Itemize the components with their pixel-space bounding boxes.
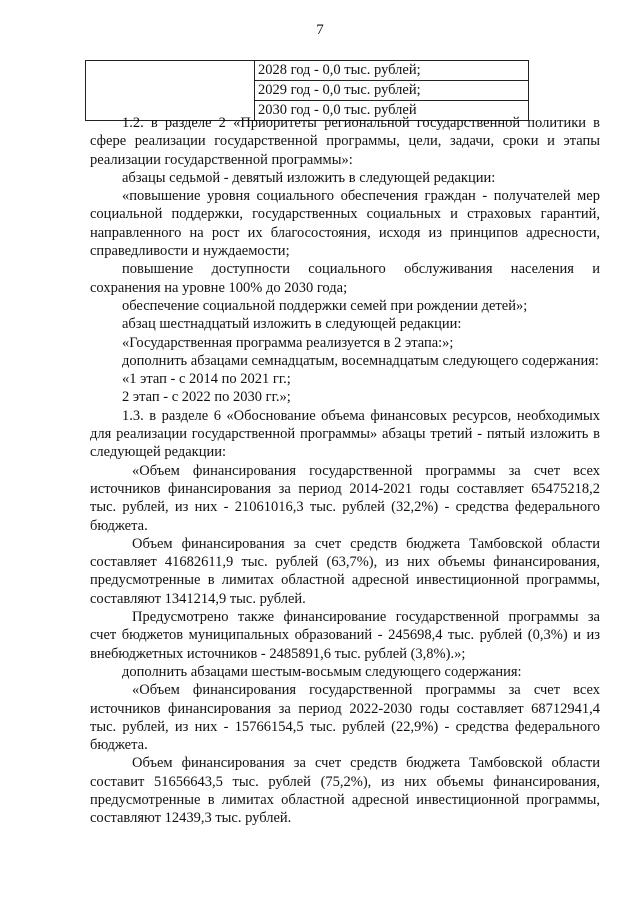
paragraph: «Объем финансирования государственной программы за счет всех источников финансирования за период 2014-2021 годы составляет 65475218,2 тыс. рублей, из них - 21061016,3 тыс. рублей (32,2%) - средства федерального бюджета. xyxy=(90,462,600,534)
paragraph: Предусмотрено также финансирование государственной программы за счет бюджетов муниципальных образований - 245698,4 тыс. рублей (0,3%) и из внебюджетных источников - 2485891,6 тыс. рублей (3,8%).»; xyxy=(90,609,600,662)
table-cell: 2030 год - 0,0 тыс. рублей xyxy=(255,101,529,121)
paragraph: 1.3. в разделе 6 «Обоснование объема финансовых ресурсов, необходимых для реализации государственной программы» абзацы третий - пятый изложить в следующей редакции: xyxy=(90,407,600,461)
paragraph: обеспечение социальной поддержки семей при рождении детей»; xyxy=(122,297,528,314)
paragraph: повышение доступности социального обслуживания населения и сохранения на уровне 100% до 2030 года; xyxy=(90,261,600,296)
paragraph: 2 этап - с 2022 по 2030 гг.»; xyxy=(122,389,291,406)
paragraph: дополнить абзацами шестым-восьмым следующего содержания: xyxy=(122,663,522,680)
paragraph: 1.2. в разделе 2 «Приоритеты региональной государственной политики в сфере реализации государственной программы, цели, задачи, сроки и этапы реализации государственной программы»: xyxy=(90,115,600,168)
paragraph: «1 этап - с 2014 по 2021 гг.; xyxy=(122,371,291,388)
table-row xyxy=(86,61,529,81)
paragraph: «Государственная программа реализуется в 2 этапа:»; xyxy=(122,334,454,351)
document-body xyxy=(90,114,600,828)
table-cell: 2029 год - 0,0 тыс. рублей; xyxy=(255,81,529,101)
page-number: 7 xyxy=(316,22,324,38)
paragraph: Объем финансирования за счет средств бюджета Тамбовской области составит 51656643,5 тыс. рублей (75,2%), из них объемы финансирования, предусмотренные в лимитах областной адресной инвестиционной программы, составляют 12439,3 тыс. рублей. xyxy=(90,755,600,827)
paragraph: абзацы седьмой - девятый изложить в следующей редакции: xyxy=(122,169,496,186)
table-empty-cell xyxy=(86,61,255,121)
paragraph: «Объем финансирования государственной программы за счет всех источников финансирования за период 2022-2030 годы составляет 68712941,4 тыс. рублей, из них - 15766154,5 тыс. рублей (22,9%) - средства федерального бюджета. xyxy=(90,682,600,754)
paragraph: абзац шестнадцатый изложить в следующей редакции: xyxy=(122,316,462,333)
paragraph: дополнить абзацами семнадцатым, восемнадцатым следующего содержания: xyxy=(122,352,599,369)
table-cell: 2028 год - 0,0 тыс. рублей; xyxy=(255,61,529,81)
paragraph: Объем финансирования за счет средств бюджета Тамбовской области составляет 41682611,9 тыс. рублей (63,7%), из них объемы финансирования, предусмотренные в лимитах областной адресной инвестиционной программы, составляют 1341214,9 тыс. рублей. xyxy=(90,535,600,607)
funding-table xyxy=(85,60,529,121)
paragraph: «повышение уровня социального обеспечения граждан - получателей мер социальной поддержки, государственных социальных и страховых гарантий, направленного на рост их благосостояния, исходя из принципов адресности, справедливости и нуждаемости; xyxy=(90,188,600,260)
